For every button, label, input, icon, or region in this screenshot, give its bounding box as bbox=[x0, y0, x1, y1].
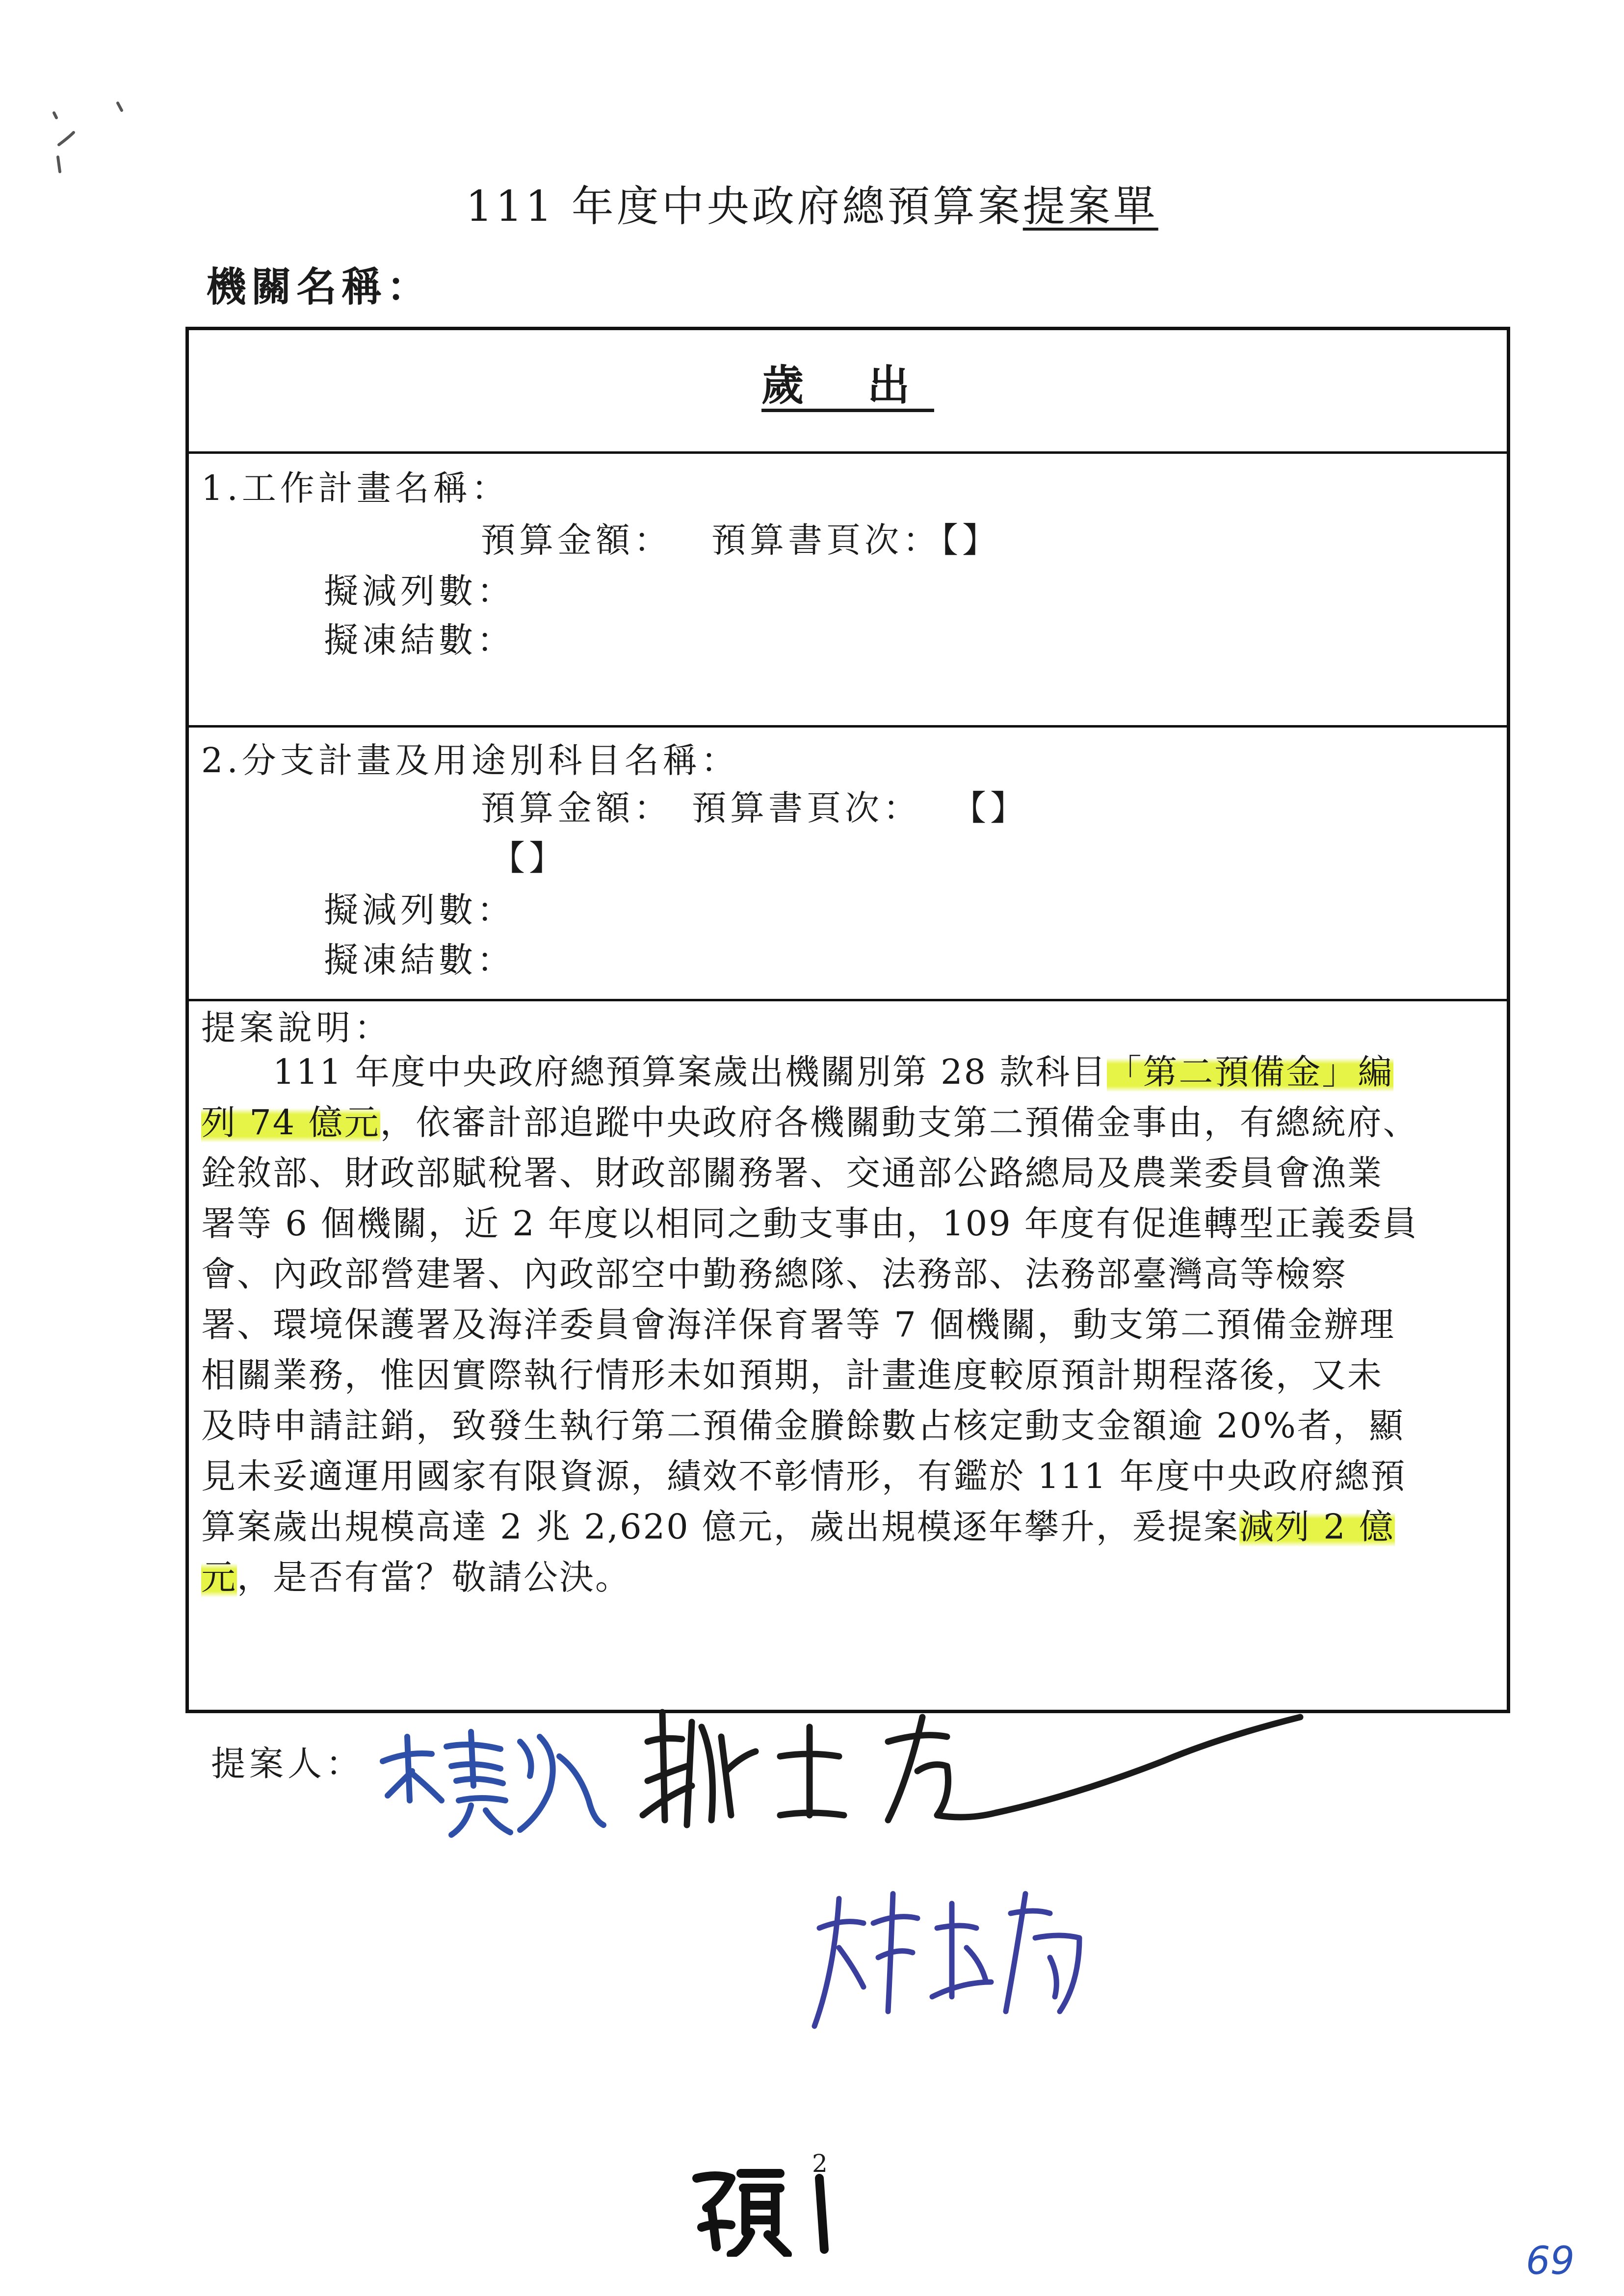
explanation-line bbox=[201, 1052, 1496, 1092]
item1-freeze-label: 擬凍結數： bbox=[324, 620, 515, 660]
item2-budget-page-label: 預算書頁次： bbox=[692, 788, 921, 828]
title-prefix: 111 年度中央政府總預算案 bbox=[466, 182, 1023, 231]
explanation-text: 及時申請註銷，致發生執行第二預備金賸餘數占核定動支金額逾 20%者，顯 bbox=[201, 1406, 1405, 1446]
corner-page-number: 69 bbox=[1526, 2239, 1575, 2283]
explanation-text: 會、內政部營建署、內政部空中勤務總隊、法務部、法務部臺灣高等檢察 bbox=[201, 1254, 1347, 1294]
signature-3 bbox=[805, 1884, 1119, 2041]
explanation-text: 算案歲出規模高達 2 兆 2,620 億元，歲出規模逐年攀升，爰提案 bbox=[201, 1507, 1239, 1547]
title-suffix: 提案單 bbox=[1022, 182, 1158, 231]
explanation-text: 署、環境保護署及海洋委員會海洋保育署等 7 個機關，動支第二預備金辦理 bbox=[201, 1305, 1396, 1345]
explanation-text: 見未妥適運用國家有限資源，績效不彰情形，有鑑於 111 年度中央政府總預 bbox=[201, 1456, 1407, 1496]
explanation-label: 提案說明： bbox=[201, 1008, 393, 1048]
org-label: 機關名稱： bbox=[206, 263, 432, 311]
explanation-line bbox=[201, 1557, 1496, 1597]
explanation-text: ，依審計部追蹤中央政府各機關動支第二預備金事由，有總統府、 bbox=[380, 1102, 1419, 1143]
scan-marks bbox=[44, 98, 132, 196]
proposer-label: 提案人： bbox=[211, 1744, 364, 1784]
page-number: 2 bbox=[812, 2149, 828, 2178]
explanation-line bbox=[201, 1153, 1496, 1193]
highlighted-text: 減列 2 億 bbox=[1239, 1507, 1395, 1547]
explanation-line bbox=[201, 1305, 1496, 1345]
item2-budget-amount-label: 預算金額： bbox=[481, 788, 672, 828]
divider-item2 bbox=[185, 999, 1510, 1001]
stamp bbox=[682, 2159, 844, 2257]
highlighted-text: 元 bbox=[201, 1557, 237, 1597]
explanation-line bbox=[201, 1507, 1496, 1547]
explanation-text: 署等 6 個機關，近 2 年度以相同之動支事由，109 年度有促進轉型正義委員 bbox=[201, 1203, 1418, 1244]
explanation-text: 111 年度中央政府總預算案歲出機關別第 28 款科目 bbox=[201, 1052, 1107, 1092]
item2-bracket-2: 【】 bbox=[491, 838, 567, 878]
item2-freeze-label: 擬凍結數： bbox=[324, 940, 515, 980]
section-heading: 歲 出 bbox=[761, 361, 934, 410]
signature-1 bbox=[373, 1727, 608, 1845]
highlighted-text: 「第二預備金」編 bbox=[1107, 1052, 1394, 1092]
explanation-text: ，是否有當？敬請公決。 bbox=[237, 1557, 631, 1597]
item2-bracket-1: 【】 bbox=[952, 788, 1028, 828]
explanation-line bbox=[201, 1203, 1496, 1244]
explanation-line bbox=[201, 1456, 1496, 1496]
document-title bbox=[0, 182, 1624, 232]
explanation-line bbox=[201, 1355, 1496, 1395]
divider-item1 bbox=[185, 725, 1510, 728]
signature-2 bbox=[633, 1697, 1320, 1845]
item1-name-label: 1.工作計畫名稱： bbox=[201, 468, 510, 508]
divider-header bbox=[185, 451, 1510, 454]
explanation-text: 相關業務，惟因實際執行情形未如預期，計畫進度較原預計期程落後，又未 bbox=[201, 1355, 1383, 1395]
item1-budget-page-label: 預算書頁次：【】 bbox=[711, 520, 1000, 560]
explanation-text: 銓敘部、財政部賦稅署、財政部關務署、交通部公路總局及農業委員會漁業 bbox=[201, 1153, 1383, 1193]
item1-reduce-label: 擬減列數： bbox=[324, 571, 515, 611]
highlighted-text: 列 74 億元 bbox=[201, 1102, 380, 1143]
item1-budget-amount-label: 預算金額： bbox=[481, 520, 672, 560]
explanation-line bbox=[201, 1102, 1496, 1143]
item2-reduce-label: 擬減列數： bbox=[324, 890, 515, 930]
explanation-line bbox=[201, 1254, 1496, 1294]
explanation-line bbox=[201, 1406, 1496, 1446]
item2-name-label: 2.分支計畫及用途別科目名稱： bbox=[201, 740, 739, 781]
